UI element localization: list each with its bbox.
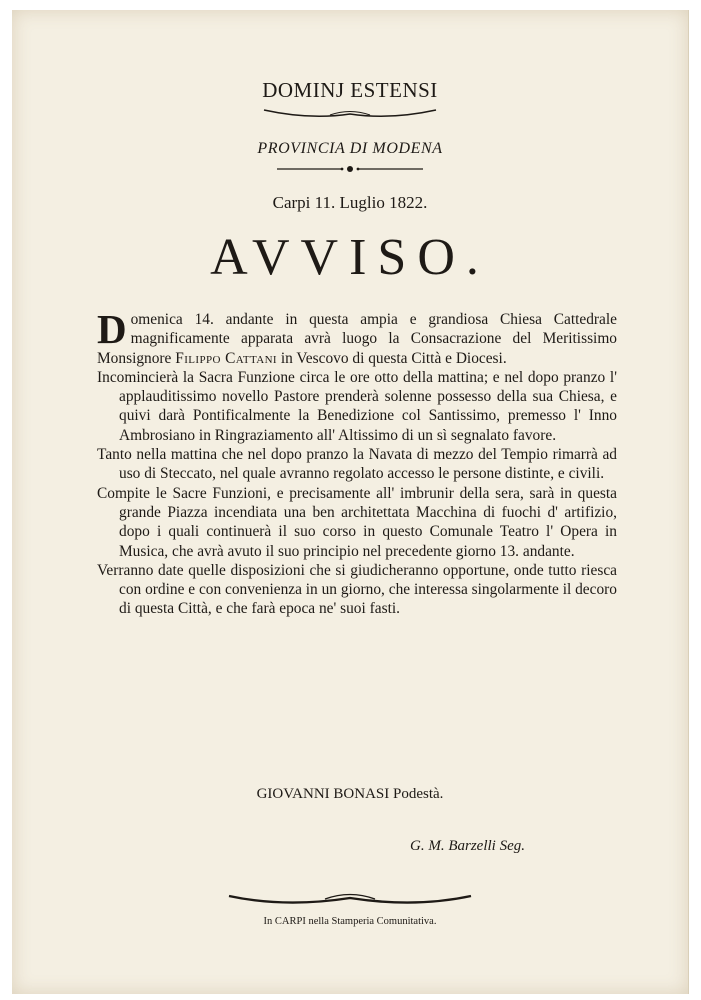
drop-cap: D [97,306,127,352]
flourish-icon [225,886,475,908]
bishop-name: Filippo Cattani [175,349,277,367]
state-heading: DOMINJ ESTENSI [262,78,438,102]
notice-title: AVVISO. [210,229,490,286]
paragraph-1-first-line: omenica 14. andante in questa ampia e grandiosa Chiesa [130,311,542,328]
ornament-rule-top [12,104,688,127]
paragraph-5: Verranno date quelle disposizioni che si giudicheranno opportune, onde tutto riesca con ordine e con convenienza in un giorno, che interessa singolarmente il decoro di questa Città, e che farà epoca ne' suoi fasti. [97,561,617,618]
paragraph-1 [97,306,617,368]
paragraph-1-text-a: Cattedrale magnificamente apparata avrà luogo la Consacrazione del Meritissimo Monsignore [97,311,617,367]
date-line: Carpi 11. Luglio 1822. [272,193,428,212]
dot-rule-icon [275,163,425,175]
paragraph-1-text-b: in Vescovo di questa Città e Diocesi. [280,349,507,367]
document-page [12,10,689,994]
province-heading: PROVINCIA DI MODENA [257,140,443,157]
secretary-signature: G. M. Barzelli Seg. [410,838,525,854]
printer-imprint: In CARPI nella Stamperia Comunitativa. [263,916,437,927]
paragraph-4: Compite le Sacre Funzioni, e precisamente all' imbrunir della sera, sarà in questa grande Piazza incendiata una ben architettata Macchina di fuochi d' artifizio, dopo i quali continuerà il suo corso in questo Comunale Teatro l' Opera in Musica, che avrà avuto il suo principio nel precedente giorno 13. andante. [97,484,617,560]
ornament-rule-bottom [12,886,688,913]
ornament-rule-middle [12,162,688,180]
notice-body [97,306,617,619]
flourish-icon [260,104,440,122]
podesta-signature: GIOVANNI BONASI Podestà. [256,786,444,802]
paragraph-2: Incomincierà la Sacra Funzione circa le ore otto della mattina; e nel dopo pranzo l' applauditissimo novello Pastore prenderà solenne possesso della sua Chiesa, e quivi darà Pontificalmente la Benedizione col Santissimo, premesso l' Inno Ambrosiano in Ringraziamento all' Altissimo di un sì segnalato favore. [97,368,617,444]
paragraph-3: Tanto nella mattina che nel dopo pranzo la Navata di mezzo del Tempio rimarrà ad uso di Steccato, nel quale avranno regolato accesso le persone distinte, e civili. [97,446,617,483]
